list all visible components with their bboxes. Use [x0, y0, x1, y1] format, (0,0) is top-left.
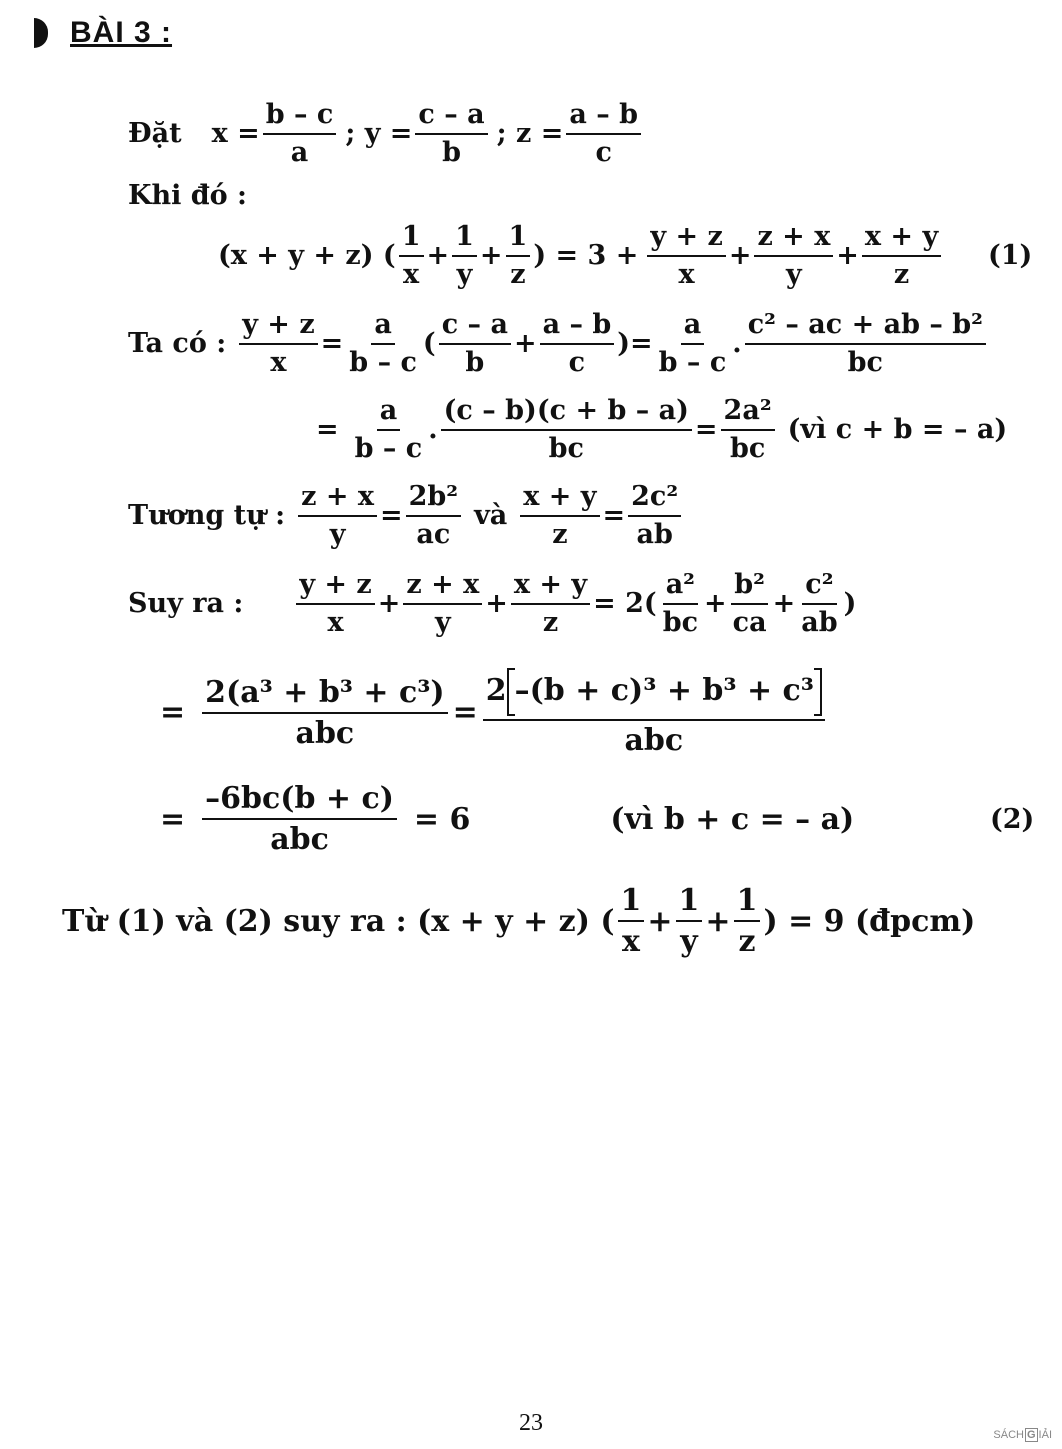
fraction: $\frac{a - b}{c}$ [566, 100, 641, 167]
suyra-line: Suy ra : $\frac{y + z}{x}$ + $\frac{z + x}{y}$ + $\frac{x + y}{z}$ = 2( $\frac{\text{a²}}{bc}$ + $\frac{\text{b²}}{ca}$ + $\frac{\text{c²}}{ab}$ ) [128, 569, 857, 638]
equation-tag-1: (1) [988, 240, 1033, 271]
fraction: $\frac{b - c}{a}$ [263, 100, 337, 167]
taco-line: Ta có : $\frac{y + z}{x}$ = $\frac{a}{b - c}$ ( $\frac{c - a}{b}$ + $\frac{a - b}{c}$ )= $\frac{a}{b - c}$ . $\frac{\text{c² – ac + ab – b²}}{bc}$ [128, 310, 989, 377]
sum-cubes-line: = $\frac{\text{2(a³ + b³ + c³)}}{\text{abc}}$ = $\frac{\text{2 –(b + c)³ + b³ + c³}}{\text{abc}}$ [160, 668, 828, 757]
equation-tag-2: (2) [990, 804, 1035, 835]
fraction: $\frac{c - a}{b}$ [415, 100, 487, 167]
khido-line: Khi đó : [128, 180, 248, 211]
equation-1: (x + y + z) ( $\frac{1}{x}$ + $\frac{1}{y}$ + $\frac{1}{z}$ ) = 3 + $\frac{y + z}{x}$ + $\frac{z + x}{y}$ + $\frac{x + y}{z}$ [218, 222, 944, 289]
page-number: 23 [519, 1410, 543, 1436]
exercise-heading: BÀI 3 : [70, 16, 173, 49]
conclusion-line: Từ (1) và (2) suy ra : (x + y + z) ( $\frac{1}{x}$ + $\frac{1}{y}$ + $\frac{1}{z}$ ) = 9 (đpcm) [62, 883, 976, 959]
watermark-logo: SÁCH G IẢI [993, 1429, 1052, 1441]
definition-line: Đặt x = $\frac{b - c}{a}$ ; y = $\frac{c - a}{b}$ ; z = $\frac{a - b}{c}$ [128, 100, 644, 167]
result-line: = $\frac{-6bc(b + c)}{\text{abc}}$ = 6 (vì b + c = – a) [160, 781, 855, 857]
heading-marker [34, 18, 48, 48]
taco-continuation: = $\frac{a}{b - c}$ . $\frac{(c - b)(c + b - a)}{bc}$ = $\frac{\text{2a²}}{bc}$ (vì c + b = – a) [316, 395, 1008, 464]
tuongtu-line: Tương tự : $\frac{z + x}{y}$ = $\frac{\text{2b²}}{ac}$ và $\frac{x + y}{z}$ = $\frac{\text{2c²}}{ab}$ [128, 482, 684, 549]
